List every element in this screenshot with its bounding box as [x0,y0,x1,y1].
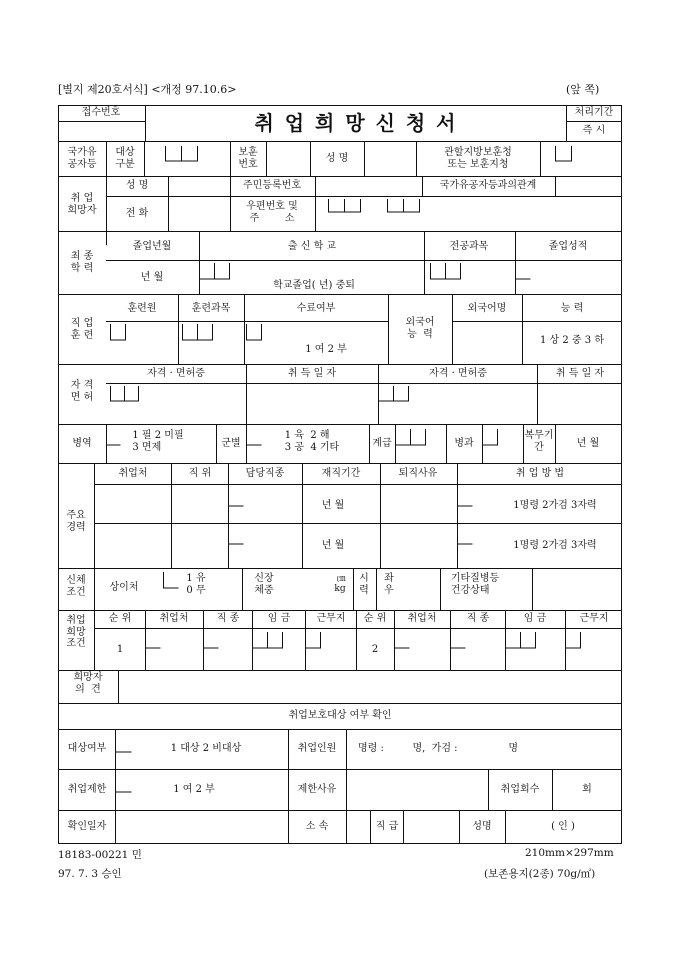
wish-col-job-1: 직 종 [216,613,240,624]
footer-approval: 97. 7. 3 승인 [58,868,122,880]
body-label: 신체 조건 [66,575,86,598]
wish-col-place-2: 근무지 [579,613,609,624]
ability-label: 능 력 [560,303,584,314]
education-label: 최 종 학 력 [70,251,94,274]
injury-label: 상이처 [109,582,139,593]
page-side: (앞 쪽) [566,83,600,96]
target-status-options: 1 대상 2 비대상 [170,743,242,754]
name-label: 성 명 [325,153,349,164]
school-label: 출 신 학 교 [287,241,337,252]
footer-size: 210mm×297mm [525,847,614,859]
military-label: 병역 [72,438,92,449]
training-label: 직 업 훈 련 [70,318,94,341]
license-label: 자 격 면 허 [70,380,94,403]
branch-label: 군별 [221,438,241,449]
career-method-label: 취 업 방 법 [515,468,565,479]
processing-value: 즉 시 [582,125,606,136]
career-period-label: 재직기간 [321,468,361,479]
career2-methods: 1명령 2가검 3자력 [513,540,597,551]
career-position-label: 직 위 [188,468,212,479]
rank-label: 계급 [372,438,392,449]
major-label: 전공과목 [449,241,489,252]
target-label: 대상 구분 [115,147,135,170]
wish-col-place-1: 근무지 [316,613,346,624]
employ-count-label: 취업회수 [500,784,540,795]
dept-label: 소 속 [305,821,329,832]
license1-label: 자격 · 면허증 [147,368,205,379]
grad-date-label: 졸업년월 [132,241,172,252]
limit-options: 1 여 2 부 [173,784,215,795]
career-duty-label: 담당직종 [245,468,285,479]
staff-label: 취업인원 [297,743,337,754]
footer-paper: (보존용지(2종) 70g/㎡) [484,868,596,880]
seal-mark: ( 인 ) [551,821,575,832]
military-status-options: 1 필 2 미필 3 면제 [132,430,184,453]
confirm-title: 취업보호대상 여부 확인 [288,710,392,721]
license2-label: 자격 · 면허증 [429,368,487,379]
height-weight-label: 신장 체중 [254,573,274,596]
injury-options: 1 유 0 무 [186,573,206,596]
limit-reason-label: 제한사유 [297,784,337,795]
rrn-label: 주민등록번호 [243,180,301,191]
completion-options: 1 여 2 부 [305,344,347,355]
applicant-name-label: 성 명 [125,180,149,191]
school-status: 학교졸업( 년) 중퇴 [273,280,355,291]
service-ym: 년 월 [576,438,600,449]
opinion-label: 희망자 의 견 [73,672,103,695]
ability-levels: 1 상 2 중 3 하 [540,335,604,346]
grade-label: 졸업성적 [548,241,588,252]
sight-label: 시 력 [359,573,369,596]
training-course-label: 훈련과목 [191,303,231,314]
sight-sides: 좌 우 [384,573,394,596]
career-reason-label: 퇴직사유 [398,468,438,479]
wish-rank2: 2 [371,644,379,655]
receipt-no-label: 접수번호 [81,107,121,118]
language-name-label: 외국어명 [467,303,507,314]
merit-label: 국가유 공자등 [67,147,97,170]
wish-col-wage-2: 임 금 [523,613,547,624]
staff-values: 명령 : 명, 가검 : 명 [358,743,519,754]
rank-title-label: 직 급 [375,821,399,832]
health-label: 기타질병등 건강상태 [450,573,500,596]
training-inst-label: 훈련원 [127,303,157,314]
relation-label: 국가유공자등과의관계 [439,180,537,191]
size-units: ㎝ kg [334,574,346,595]
signer-label: 성명 [472,821,492,832]
wish-col-job-2: 직 종 [466,613,490,624]
veteran-no-label: 보훈 번호 [238,147,258,170]
language-label: 외국어 능 력 [405,317,435,340]
applicant-label: 취 업 희망자 [67,193,97,216]
employ-count-unit: 회 [582,784,592,795]
target-status-label: 대상여부 [67,743,107,754]
career2-ym: 년 월 [321,540,345,551]
acquire-date1-label: 취 득 일 자 [287,368,337,379]
wish-col-rank-1: 순 위 [108,613,132,624]
service-period-label: 복무기 간 [524,430,554,453]
completion-label: 수료여부 [296,303,336,314]
branch-options: 1 육 2 해 3 공 4 기타 [284,430,340,453]
acquire-date2-label: 취 득 일 자 [555,368,605,379]
phone-label: 전 화 [125,208,149,219]
grad-ym: 년 월 [140,272,164,283]
limit-label: 취업제한 [67,784,107,795]
wish-col-rank-2: 순 위 [363,613,387,624]
confirm-date-label: 확인일자 [67,821,107,832]
wish-label: 취업 희망 조건 [66,615,86,649]
wish-col-employer-2: 취업처 [407,613,437,624]
career-label: 주요 경력 [66,510,86,533]
footer-code: 18183-00221 민 [58,849,142,861]
wish-col-wage-1: 임 금 [267,613,291,624]
processing-label: 처리기간 [574,107,614,118]
form-number: [별지 제20호서식] <개정 97.10.6> [58,83,237,96]
address-label: 우편번호 및 주 소 [246,201,298,224]
specialty-label: 병과 [454,438,474,449]
career1-ym: 년 월 [321,500,345,511]
wish-col-employer-1: 취업처 [159,613,189,624]
page-title: 취 업 희 망 신 청 서 [254,111,458,135]
career1-methods: 1명령 2가검 3자력 [513,500,597,511]
wish-rank1: 1 [116,644,124,655]
career-employer-label: 취업처 [118,468,148,479]
office-label: 관할지방보훈청 또는 보훈지청 [444,147,512,170]
